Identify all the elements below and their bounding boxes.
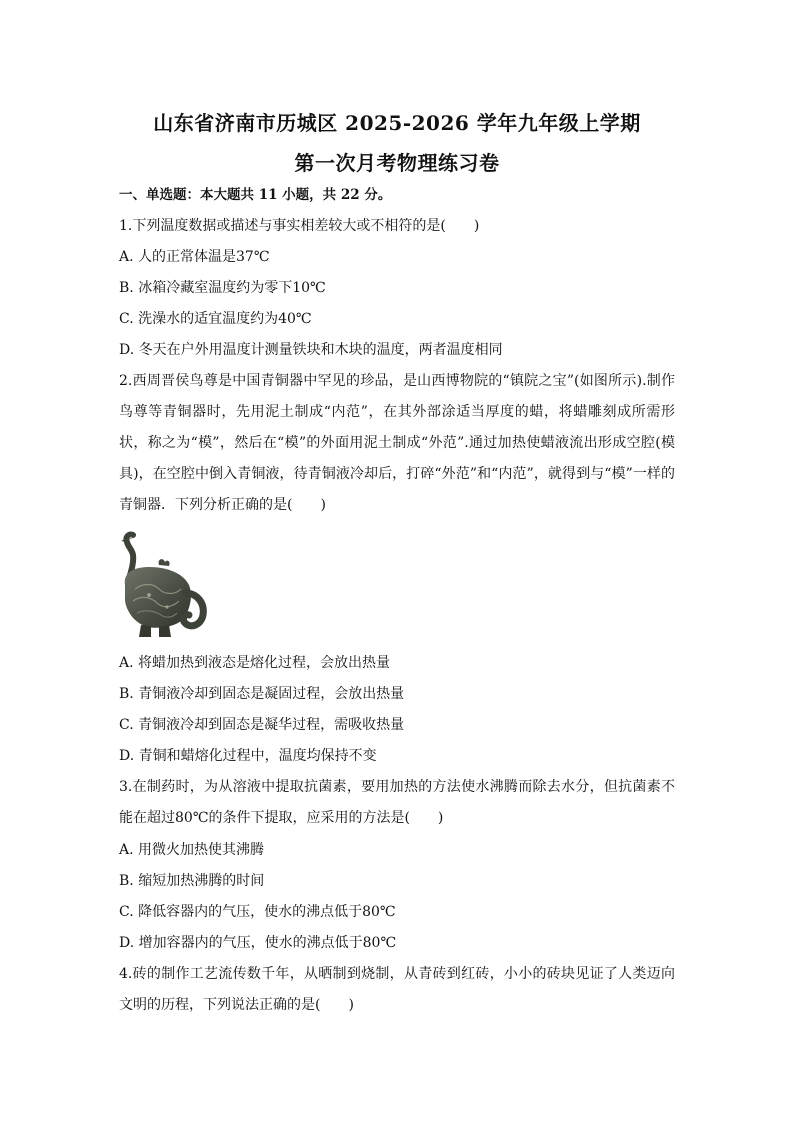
question-1-option-b: B. 冰箱冷藏室温度约为零下10℃	[119, 280, 326, 296]
question-2-option-d: D. 青铜和蜡熔化过程中，温度均保持不变	[119, 748, 377, 764]
question-3-option-d: D. 增加容器内的气压，使水的沸点低于80℃	[119, 935, 397, 951]
question-3-option-c: C. 降低容器内的气压，使水的沸点低于80℃	[119, 904, 396, 920]
bronze-bird-vessel-image	[119, 529, 211, 641]
section-heading: 一、单选题：本大题共 11 小题，共 22 分。	[119, 187, 392, 203]
question-2-option-a: A. 将蜡加热到液态是熔化过程，会放出热量	[119, 655, 391, 671]
exam-subtitle: 第一次月考物理练习卷	[294, 151, 500, 175]
question-2-stem: 2.西周晋侯鸟尊是中国青铜器中罕见的珍品，是山西博物院的“镇院之宝”(如图所示).制作鸟尊等青铜器时，先用泥土制成“内范”，在其外部涂适当厚度的蜡，将蜡雕刻成所需形状，称之为“模”，然后在“模”的外面用泥土制成“外范”.通过加热使蜡液流出形成空腔(模具)，在空腔中倒入青铜液，待青铜液冷却后，打碎“外范”和“内范”，就得到与“模”一样的青铜器．下列分析正确的是( )	[119, 373, 675, 513]
question-1-option-a: A. 人的正常体温是37℃	[119, 249, 270, 265]
question-2-option-c: C. 青铜液冷却到固态是凝华过程，需吸收热量	[119, 717, 405, 733]
exam-title: 山东省济南市历城区 2025-2026 学年九年级上学期	[153, 111, 641, 135]
question-1-option-d: D. 冬天在户外用温度计测量铁块和木块的温度，两者温度相同	[119, 342, 503, 358]
question-2-option-b: B. 青铜液冷却到固态是凝固过程，会放出热量	[119, 686, 405, 702]
question-1-stem: 1.下列温度数据或描述与事实相差较大或不相符的是( )	[119, 218, 480, 234]
question-3-option-b: B. 缩短加热沸腾的时间	[119, 873, 265, 889]
question-3-stem: 3.在制药时，为从溶液中提取抗菌素，要用加热的方法使水沸腾而除去水分，但抗菌素不能在超过80℃的条件下提取，应采用的方法是( )	[119, 779, 675, 826]
question-4-stem: 4.砖的制作工艺流传数千年，从晒制到烧制，从青砖到红砖，小小的砖块见证了人类迈向文明的历程，下列说法正确的是( )	[119, 966, 675, 1013]
question-3-option-a: A. 用微火加热使其沸腾	[119, 842, 265, 858]
question-1-option-c: C. 洗澡水的适宜温度约为40℃	[119, 311, 312, 327]
